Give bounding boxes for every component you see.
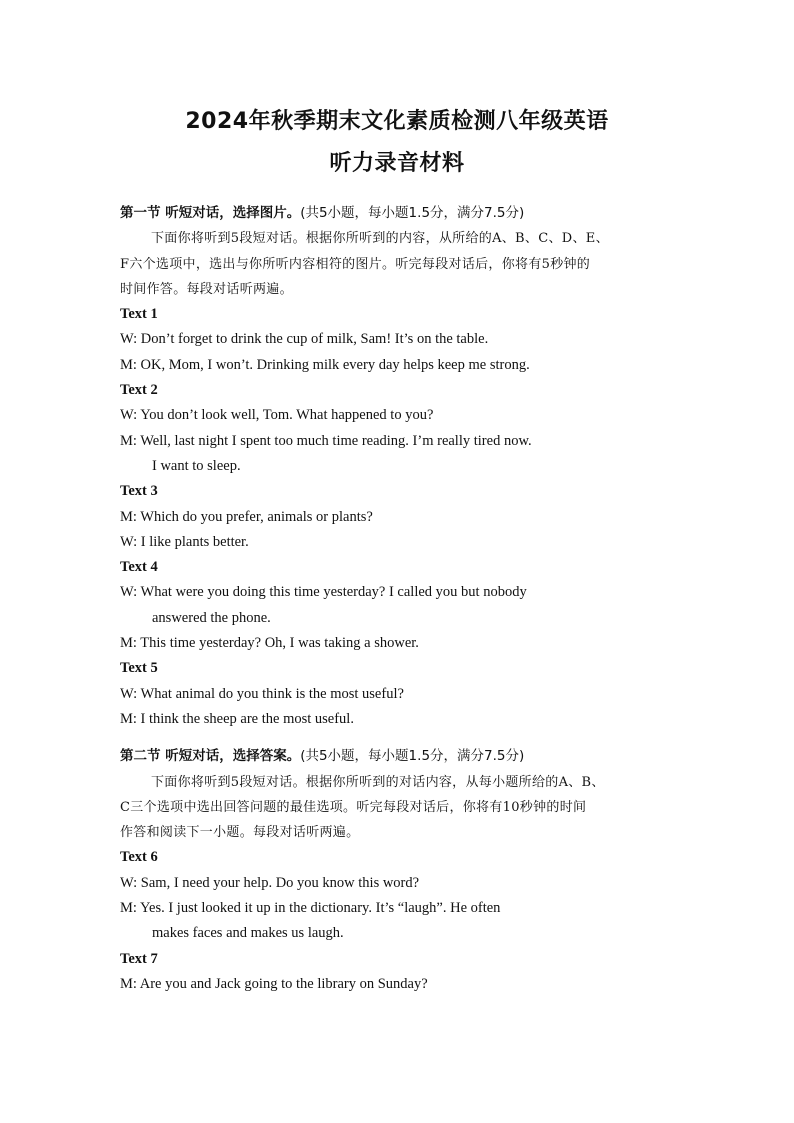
section-1-heading-text: 第一节 听短对话，选择图片。 (120, 205, 301, 221)
dialogue-line-continued: answered the phone. (152, 609, 271, 626)
text-4-label: Text 4 (120, 559, 158, 576)
section-1-instruction-line: F六个选项中，选出与你所听内容相符的图片。听完每段对话后，你将有5秒钟的 (120, 256, 591, 272)
dialogue-line: M: OK, Mom, I won’t. Drinking milk every day helps keep me strong. (120, 356, 530, 373)
dialogue-line: M: This time yesterday? Oh, I was taking a shower. (120, 635, 419, 652)
text-1-label: Text 1 (120, 306, 158, 323)
dialogue-line: M: Which do you prefer, animals or plants? (120, 508, 373, 525)
text-2-label: Text 2 (120, 382, 158, 399)
text-5-label: Text 5 (120, 660, 158, 677)
section-1-instruction-line: 时间作答。每段对话听两遍。 (120, 281, 293, 297)
dialogue-line: M: Well, last night I spent too much time reading. I’m really tired now. (120, 432, 532, 449)
dialogue-line: M: I think the sheep are the most useful. (120, 710, 354, 727)
section-spacer (120, 732, 680, 744)
section-2-instruction-line: 下面你将听到5段短对话。根据你所听到的对话内容，从每小题所给的A、B、 (151, 774, 605, 790)
dialogue-line: W: I like plants better. (120, 533, 249, 550)
text-7-label: Text 7 (120, 950, 158, 967)
document-body (120, 201, 680, 997)
section-2-instruction-line: C三个选项中选出回答问题的最佳选项。听完每段对话后，你将有10秒钟的时间 (120, 799, 587, 815)
section-2-note: (共5小题，每小题1.5分，满分7.5分) (300, 748, 525, 765)
dialogue-line: W: Don’t forget to drink the cup of milk, Sam! It’s on the table. (120, 331, 489, 348)
section-1-instruction-line: 下面你将听到5段短对话。根据你所听到的内容，从所给的A、B、C、D、E、 (151, 231, 609, 247)
section-2-instruction-line: 作答和阅读下一小题。每段对话听两遍。 (120, 825, 360, 841)
dialogue-line-continued: I want to sleep. (152, 457, 241, 474)
dialogue-line: W: You don’t look well, Tom. What happened to you? (120, 407, 434, 424)
dialogue-line: W: What were you doing this time yesterday? I called you but nobody (120, 584, 527, 601)
text-6-label: Text 6 (120, 849, 158, 866)
dialogue-line: M: Yes. I just looked it up in the dictionary. It’s “laugh”. He often (120, 900, 501, 917)
document-title: 2024年秋季期末文化素质检测八年级英语 (185, 109, 609, 134)
dialogue-line-continued: makes faces and makes us laugh. (152, 925, 344, 942)
section-1-heading (120, 201, 680, 226)
dialogue-line: W: What animal do you think is the most useful? (120, 685, 404, 702)
section-2-heading-text: 第二节 听短对话，选择答案。 (120, 748, 301, 765)
text-3-label: Text 3 (120, 483, 158, 500)
dialogue-line: W: Sam, I need your help. Do you know this word? (120, 874, 420, 891)
section-1-note: (共5小题，每小题1.5分，满分7.5分) (300, 205, 525, 221)
section-2-heading (120, 744, 680, 769)
document-subtitle: 听力录音材料 (329, 151, 465, 176)
dialogue-line: M: Are you and Jack going to the library on Sunday? (120, 975, 428, 992)
